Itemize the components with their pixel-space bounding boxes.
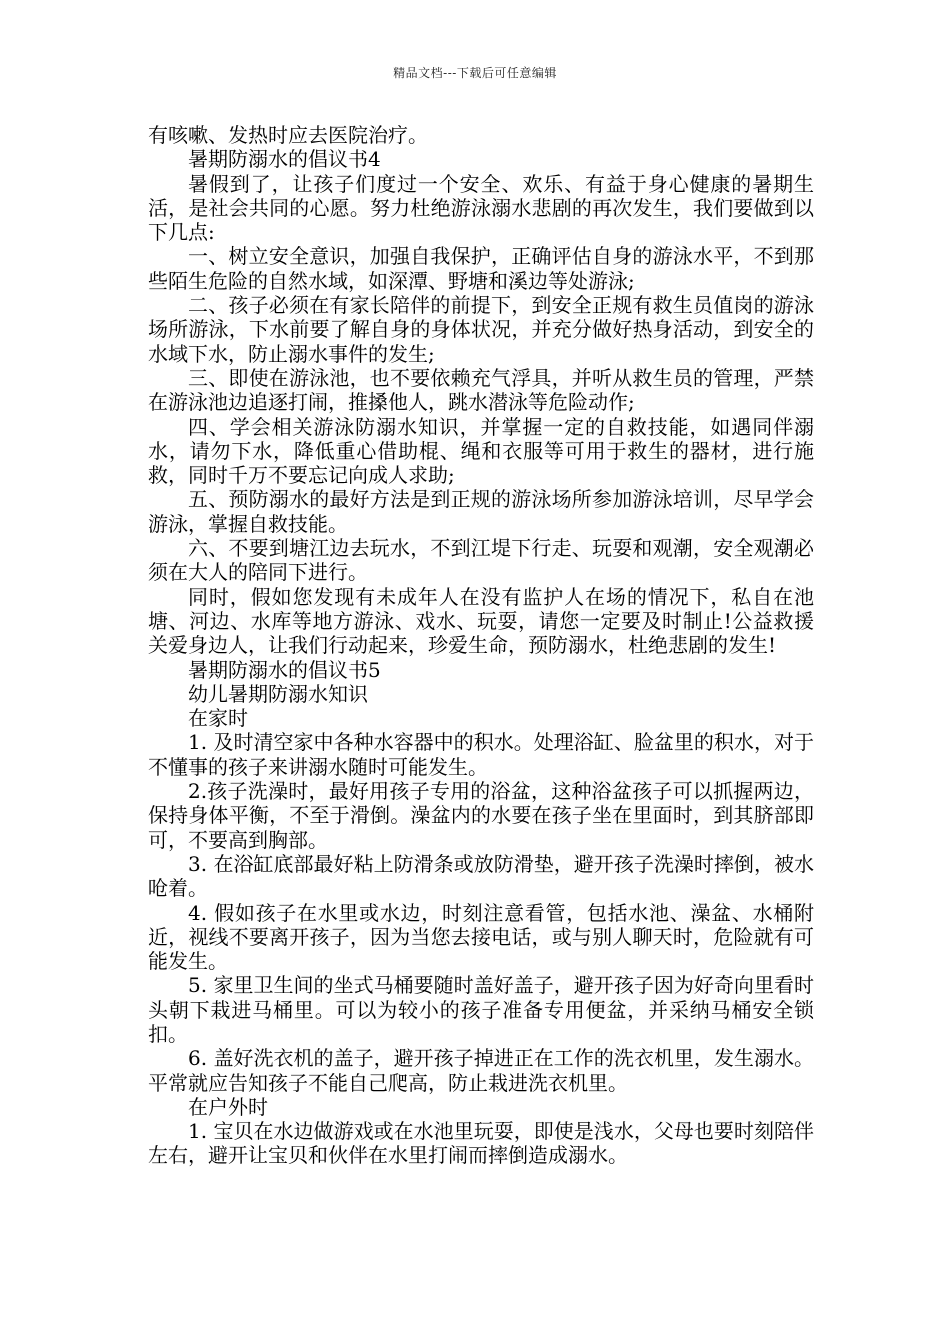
paragraph: 幼儿暑期防溺水知识 [188,681,368,706]
paragraph: 一、树立安全意识，加强自我保护，正确评估自身的游泳水平，不到那些陌生危险的自然水域，如深潭、野塘和溪边等处游泳; [148,244,814,293]
paragraph: 5. 家里卫生间的坐式马桶要随时盖好盖子，避开孩子因为好奇向里看时头朝下栽进马桶里。可以为较小的孩子准备专用便盆，并采纳马桶安全锁扣。 [148,973,814,1046]
paragraph: 在家时 [188,706,248,731]
paragraph: 六、不要到塘江边去玩水，不到江堤下行走、玩耍和观潮，安全观潮必须在大人的陪同下进行。 [148,536,814,585]
paragraph: 五、预防溺水的最好方法是到正规的游泳场所参加游泳培训，尽早学会游泳，掌握自救技能。 [148,487,814,536]
page-header: 精品文档---下载后可任意编辑 [393,66,557,80]
paragraph: 1. 宝贝在水边做游戏或在水池里玩耍，即使是浅水，父母也要时刻陪伴左右，避开让宝贝和伙伴在水里打闹而摔倒造成溺水。 [148,1119,814,1168]
paragraph: 二、孩子必须在有家长陪伴的前提下，到安全正规有救生员值岗的游泳场所游泳，下水前要了解自身的身体状况，并充分做好热身活动，到安全的水域下水，防止溺水事件的发生; [148,293,814,366]
paragraph: 三、即使在游泳池，也不要依赖充气浮具，并听从救生员的管理，严禁在游泳池边追逐打闹，推搡他人，跳水潜泳等危险动作; [148,365,814,415]
paragraph: 暑期防溺水的倡议书4 [188,147,381,172]
paragraph: 暑期防溺水的倡议书5 [188,657,381,682]
paragraph: 暑假到了，让孩子们度过一个安全、欢乐、有益于身心健康的暑期生活，是社会共同的心愿。努力杜绝游泳溺水悲剧的再次发生，我们要做到以下几点: [148,171,814,245]
paragraph: 4. 假如孩子在水里或水边，时刻注意看管，包括水池、澡盆、水桶附近，视线不要离开孩子，因为当您去接电话，或与别人聊天时，危险就有可能发生。 [148,900,814,974]
paragraph: 1. 及时清空家中各种水容器中的积水。处理浴缸、脸盆里的积水，对于不懂事的孩子来讲溺水随时可能发生。 [148,730,814,779]
paragraph: 四、学会相关游泳防溺水知识，并掌握一定的自救技能，如遇同伴溺水，请勿下水，降低重心借助棍、绳和衣服等可用于救生的器材，进行施救，同时千万不要忘记向成人求助; [148,414,814,488]
paragraph: 2.孩子洗澡时，最好用孩子专用的浴盆，这种浴盆孩子可以抓握两边，保持身体平衡，不至于滑倒。澡盆内的水要在孩子坐在里面时，到其脐部即可，不要高到胸部。 [148,779,814,852]
paragraph: 6. 盖好洗衣机的盖子，避开孩子掉进正在工作的洗衣机里，发生溺水。平常就应告知孩子不能自己爬高，防止栽进洗衣机里。 [148,1046,814,1095]
document-body [148,123,814,1168]
paragraph: 在户外时 [188,1094,268,1119]
paragraph: 3. 在浴缸底部最好粘上防滑条或放防滑垫，避开孩子洗澡时摔倒，被水呛着。 [148,851,814,901]
paragraph: 同时，假如您发现有未成年人在没有监护人在场的情况下，私自在池塘、河边、水库等地方游泳、戏水、玩耍，请您一定要及时制止!公益救援关爱身边人，让我们行动起来，珍爱生命，预防溺水，杜绝悲剧的发生! [148,584,814,658]
paragraph: 有咳嗽、发热时应去医院治疗。 [148,123,428,147]
